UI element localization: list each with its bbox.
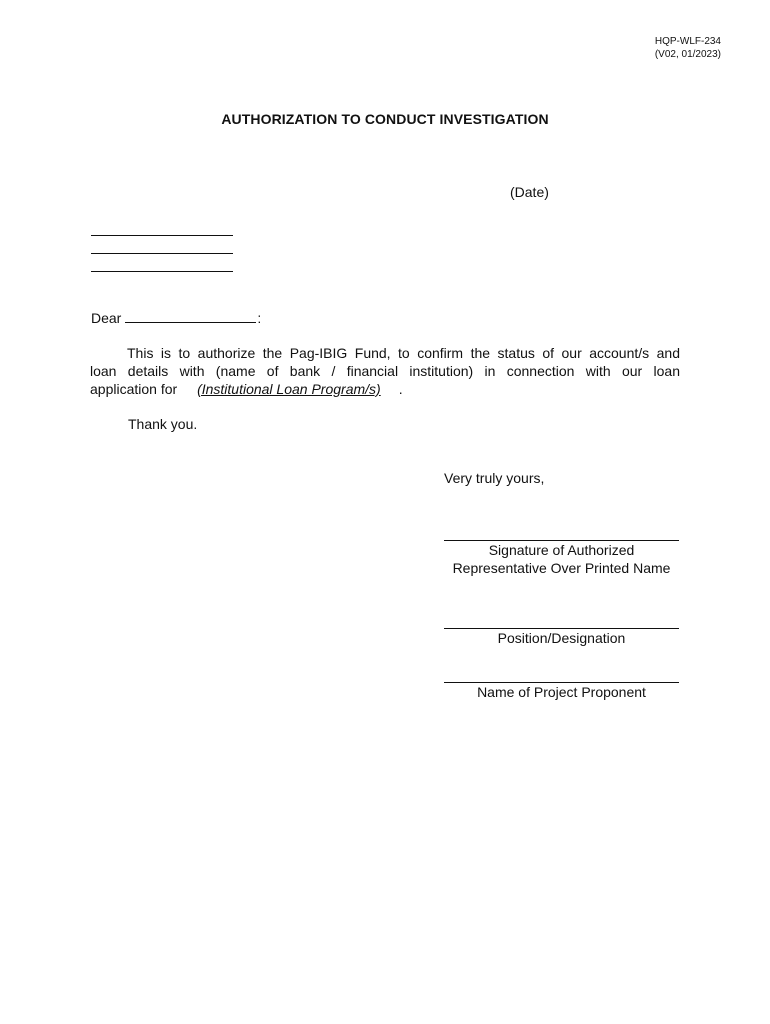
body-line-3-suffix: . [398, 381, 403, 397]
form-code-block [655, 35, 721, 61]
salutation-prefix: Dear [91, 310, 122, 326]
salutation [91, 310, 261, 326]
body-line-1-text: This is to authorize the Pag-IBIG Fund, to confirm the status of our account/s and [127, 345, 680, 361]
address-line-3[interactable] [91, 271, 233, 272]
body-line-3 [90, 380, 680, 398]
address-line-1[interactable] [91, 235, 233, 236]
closing: Very truly yours, [444, 470, 545, 486]
loan-program-field: (Institutional Loan Program/s) [197, 381, 381, 397]
date-label: (Date) [510, 184, 549, 200]
signature-caption-line-2: Representative Over Printed Name [452, 560, 671, 576]
salutation-suffix: : [257, 310, 262, 326]
thank-you: Thank you. [128, 416, 198, 432]
address-line-2[interactable] [91, 253, 233, 254]
position-caption: Position/Designation [497, 630, 626, 646]
proponent-caption: Name of Project Proponent [477, 684, 646, 700]
body-line-3-prefix: application for [90, 381, 178, 397]
document-title: AUTHORIZATION TO CONDUCT INVESTIGATION [221, 111, 549, 127]
body-paragraph [90, 344, 680, 398]
signature-caption [444, 541, 679, 577]
addressee-blank[interactable] [125, 310, 256, 323]
body-line-1 [90, 344, 680, 362]
form-version: (V02, 01/2023) [654, 49, 721, 60]
signature-caption-line-1: Signature of Authorized [488, 542, 635, 558]
body-line-2: loan details with (name of bank / financial institution) in connection with our loan [90, 363, 680, 379]
form-code: HQP-WLF-234 [654, 36, 721, 47]
